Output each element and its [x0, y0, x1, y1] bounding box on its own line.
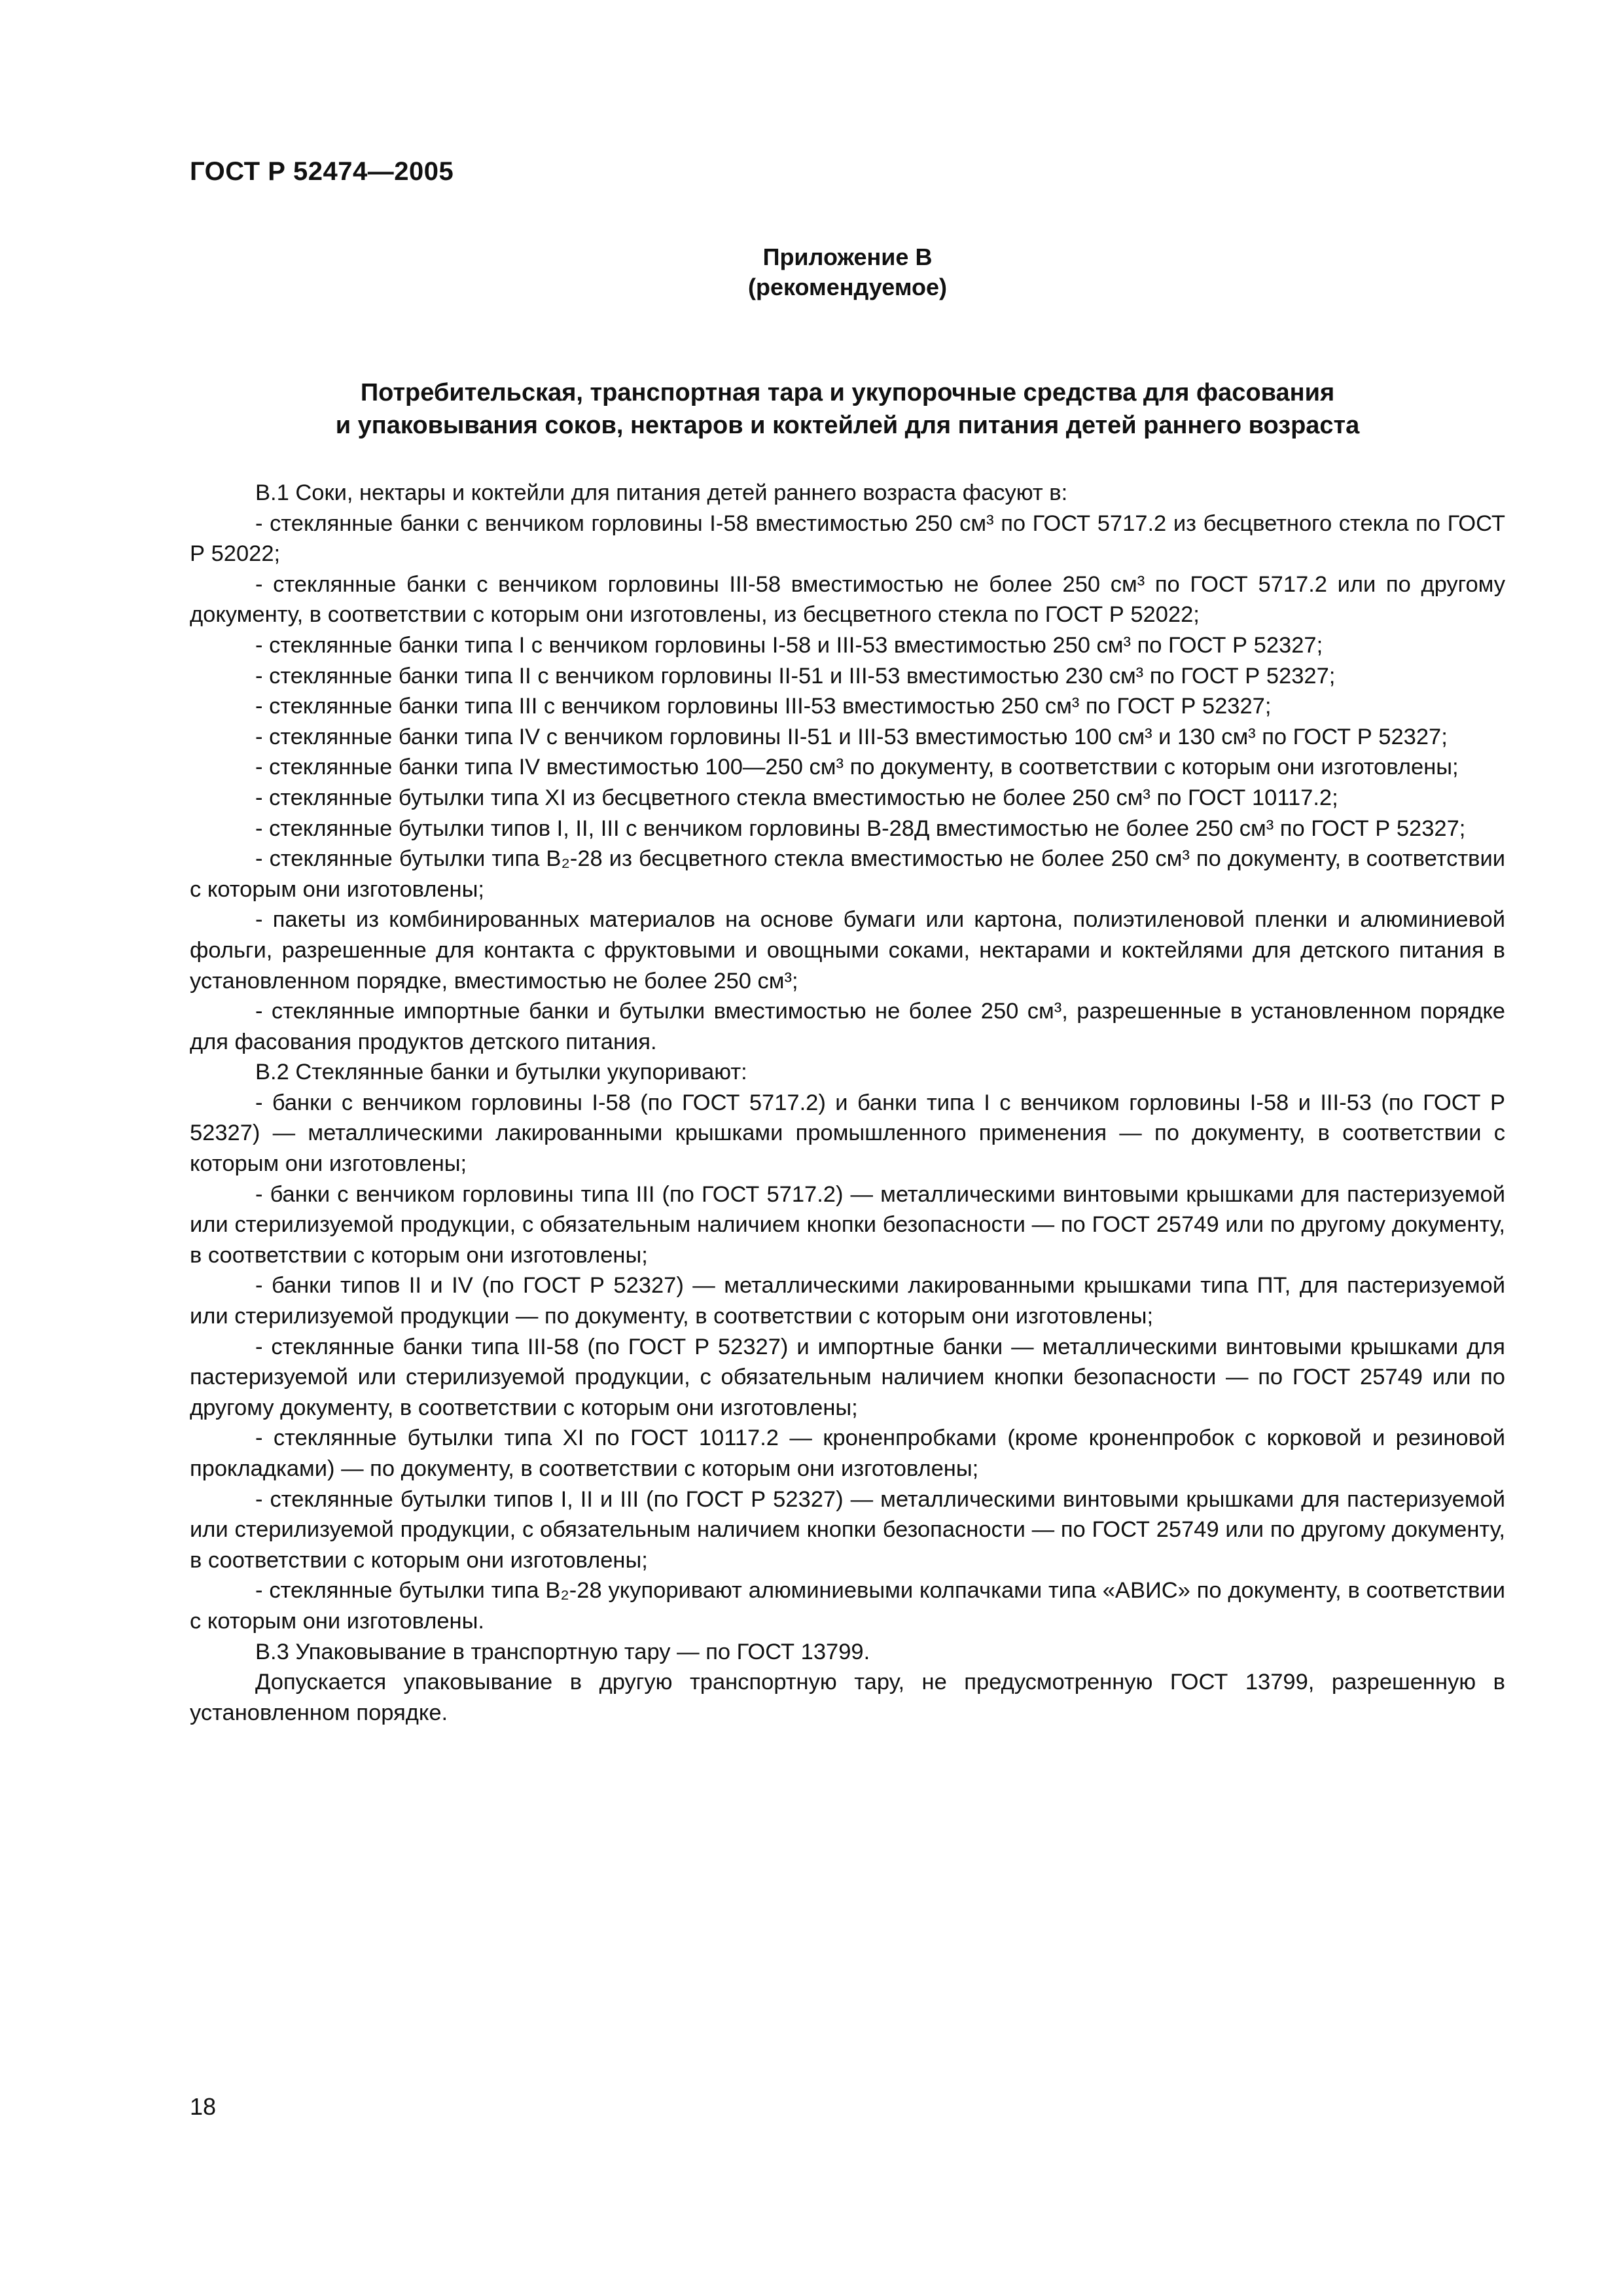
document-header: ГОСТ Р 52474—2005 [190, 157, 454, 186]
annex-heading [190, 242, 1505, 302]
page-number: 18 [190, 2093, 217, 2120]
paragraph: В.3 Упаковывание в транспортную тару — по ГОСТ 13799. [255, 1639, 870, 1664]
paragraph: - стеклянные банки типа IV с венчиком горловины II-51 и III-53 вместимостью 100 см³ и 130 см³ по ГОСТ Р 52327; [255, 724, 1448, 749]
paragraph: - стеклянные бутылки типа XI из бесцветного стекла вместимостью не более 250 см³ по ГОСТ 10117.2; [255, 785, 1338, 810]
paragraph: - стеклянные банки с венчиком горловины III-58 вместимостью не более 250 см³ по ГОСТ 5717.2 или по другому документу, в соответствии с которым они изготовлены, из бесцветного стекла по ГОСТ Р 52022; [190, 571, 1505, 628]
paragraph: В.1 Соки, нектары и коктейли для питания детей раннего возраста фасуют в: [255, 480, 1068, 505]
paragraph: - банки типов II и IV (по ГОСТ Р 52327) — металлическими лакированными крышками типа ПТ, для пастеризуемой или стерилизуемой продукции — по документу, в соответствии с которым они изготовлены; [190, 1273, 1505, 1329]
paragraph: - стеклянные банки типа I с венчиком горловины I-58 и III-53 вместимостью 250 см³ по ГОСТ Р 52327; [255, 632, 1323, 658]
annex-label: Приложение В [762, 243, 933, 270]
paragraph: - стеклянные бутылки типов I, II и III (по ГОСТ Р 52327) — металлическими винтовыми крышками для пастеризуемой или стерилизуемой продукции, с обязательным наличием кнопки безопасности — по ГОСТ 25749 или по другому документу, в соответствии с которым они изготовлены; [190, 1486, 1505, 1573]
paragraph: - стеклянные бутылки типов I, II, III с венчиком горловины В-28Д вместимостью не более 250 см³ по ГОСТ Р 52327; [255, 816, 1466, 841]
paragraph: - стеклянные бутылки типа В₂-28 укупоривают алюминиевыми колпачками типа «АВИС» по документу, в соответствии с которым они изготовлены. [190, 1578, 1505, 1634]
annex-title-line-1: Потребительская, транспортная тара и укупорочные средства для фасования [360, 379, 1335, 406]
paragraph: Допускается упаковывание в другую транспортную тару, не предусмотренную ГОСТ 13799, разрешенную в установленном порядке. [190, 1670, 1505, 1725]
paragraph: - стеклянные импортные банки и бутылки вместимостью не более 250 см³, разрешенные в установленном порядке для фасования продуктов детского питания. [190, 999, 1505, 1054]
document-body [190, 478, 1505, 1728]
paragraph: - стеклянные банки типа III с венчиком горловины III-53 вместимостью 250 см³ по ГОСТ Р 52327; [255, 694, 1272, 719]
paragraph: В.2 Стеклянные банки и бутылки укупоривают: [255, 1060, 747, 1085]
paragraph: - пакеты из комбинированных материалов на основе бумаги или картона, полиэтиленовой пленки и алюминиевой фольги, разрешенные для контакта с фруктовыми и овощными соками, нектарами и коктейлями для детского питания в установленном порядке, вместимостью не более 250 см³; [190, 907, 1505, 994]
paragraph: - стеклянные бутылки типа XI по ГОСТ 10117.2 — кроненпробками (кроме кроненпробок с корковой и резиновой прокладками) — по документу, в соответствии с которым они изготовлены; [190, 1426, 1505, 1481]
annex-title-line-2: и упаковывания соков, нектаров и коктейлей для питания детей раннего возраста [335, 412, 1360, 439]
paragraph: - стеклянные банки типа III-58 (по ГОСТ Р 52327) и импортные банки — металлическими винтовыми крышками для пастеризуемой или стерилизуемой продукции, с обязательным наличием кнопки безопасности — по ГОСТ 25749 или по другому документу, в соответствии с которым они изготовлены; [190, 1334, 1505, 1420]
paragraph: - стеклянные банки типа IV вместимостью 100—250 см³ по документу, в соответствии с которым они изготовлены; [255, 755, 1459, 780]
paragraph: - стеклянные банки типа II с венчиком горловины II-51 и III-53 вместимостью 230 см³ по ГОСТ Р 52327; [255, 663, 1336, 689]
paragraph: - стеклянные банки с венчиком горловины I-58 вместимостью 250 см³ по ГОСТ 5717.2 из бесцветного стекла по ГОСТ Р 52022; [190, 511, 1505, 567]
annex-status: (рекомендуемое) [748, 274, 947, 300]
paragraph: - стеклянные бутылки типа В₂-28 из бесцветного стекла вместимостью не более 250 см³ по документу, в соответствии с которым они изготовлены; [190, 846, 1505, 902]
paragraph: - банки с венчиком горловины типа III (по ГОСТ 5717.2) — металлическими винтовыми крышками для пастеризуемой или стерилизуемой продукции, с обязательным наличием кнопки безопасности — по ГОСТ 25749 или по другому документу, в соответствии с которым они изготовлены; [190, 1181, 1505, 1268]
annex-title [190, 376, 1505, 442]
paragraph: - банки с венчиком горловины I-58 (по ГОСТ 5717.2) и банки типа I с венчиком горловины I-58 и III-53 (по ГОСТ Р 52327) — металлическими лакированными крышками промышленного применения — по документу, в соответствии с которым они изготовлены; [190, 1090, 1505, 1177]
